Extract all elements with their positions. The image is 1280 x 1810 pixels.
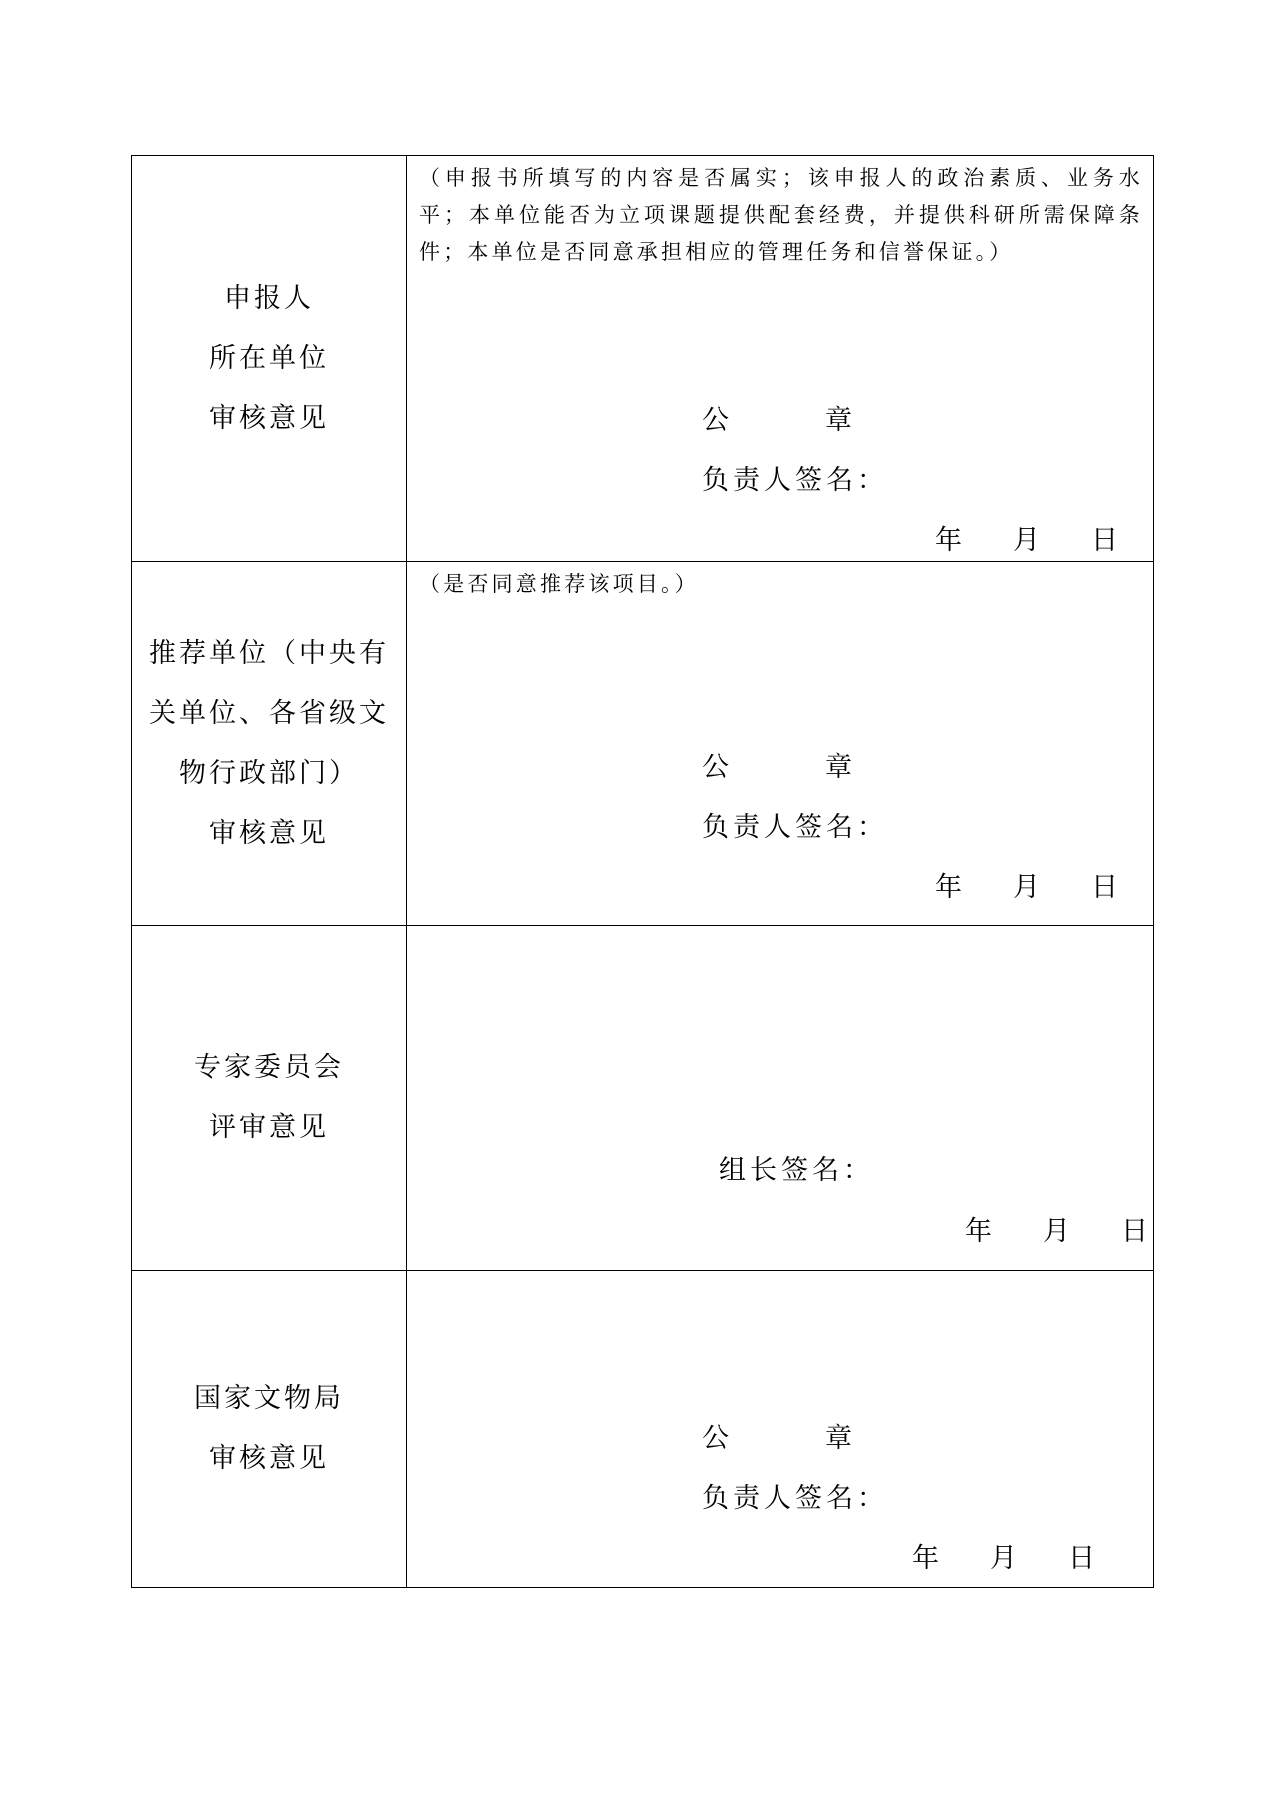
instruction-note: （是否同意推荐该项目。） — [419, 572, 699, 596]
table-row-applicant-unit — [132, 156, 1153, 561]
row-label-line: 物行政部门） — [179, 757, 359, 789]
date-month-label: 月 — [1043, 1216, 1070, 1247]
row-label-line: 审核意见 — [209, 1443, 329, 1474]
date-day-label: 日 — [1091, 872, 1118, 903]
date-year-label: 年 — [912, 1543, 939, 1574]
date-day-label: 日 — [1121, 1216, 1148, 1247]
seal-label-right: 章 — [825, 405, 854, 436]
table-row-recommending-unit — [132, 561, 1153, 925]
row-label-cell — [132, 926, 407, 1270]
signature-label: 组长签名： — [719, 1155, 874, 1186]
row-label-line: 申报人 — [224, 282, 314, 314]
row-label-line: 关单位、各省级文 — [149, 697, 389, 729]
date-month-label: 月 — [1013, 872, 1040, 903]
table-row-expert-committee — [132, 925, 1153, 1270]
date-line — [935, 865, 1118, 904]
seal-label-right: 章 — [825, 1423, 854, 1454]
row-label-line: 专家委员会 — [194, 1052, 344, 1083]
row-label-cell — [132, 156, 407, 561]
table-row-national-administration — [132, 1270, 1153, 1587]
opinion-field[interactable] — [407, 1271, 1153, 1587]
seal-label-left: 公 — [702, 752, 731, 783]
date-line — [912, 1536, 1095, 1575]
signature-label: 负责人签名： — [702, 465, 888, 496]
date-year-label: 年 — [965, 1216, 992, 1247]
row-label-line: 国家文物局 — [194, 1383, 344, 1414]
signature-label: 负责人签名： — [702, 812, 888, 843]
row-label-line: 推荐单位（中央有 — [149, 637, 389, 669]
date-year-label: 年 — [935, 872, 962, 903]
date-month-label: 月 — [990, 1543, 1017, 1574]
seal-label-left: 公 — [702, 1423, 731, 1454]
date-line — [965, 1209, 1148, 1248]
date-year-label: 年 — [935, 525, 962, 556]
row-label-cell — [132, 562, 407, 925]
seal-label-right: 章 — [825, 752, 854, 783]
review-opinion-table — [131, 155, 1154, 1588]
date-month-label: 月 — [1013, 525, 1040, 556]
row-label-line: 评审意见 — [209, 1112, 329, 1143]
instruction-note: （申报书所填写的内容是否属实；该申报人的政治素质、业务水平；本单位能否为立项课题提供配套经费，并提供科研所需保障条件；本单位是否同意承担相应的管理任务和信誉保证。） — [419, 166, 1143, 264]
opinion-field[interactable] — [407, 156, 1153, 561]
opinion-field[interactable] — [407, 562, 1153, 925]
row-label-cell — [132, 1271, 407, 1587]
date-day-label: 日 — [1091, 525, 1118, 556]
signature-label: 负责人签名： — [702, 1483, 888, 1514]
opinion-field[interactable] — [407, 926, 1153, 1270]
seal-label-left: 公 — [702, 405, 731, 436]
row-label-line: 审核意见 — [209, 402, 329, 434]
date-day-label: 日 — [1068, 1543, 1095, 1574]
row-label-line: 审核意见 — [209, 817, 329, 849]
row-label-line: 所在单位 — [209, 342, 329, 374]
date-line — [935, 518, 1118, 557]
